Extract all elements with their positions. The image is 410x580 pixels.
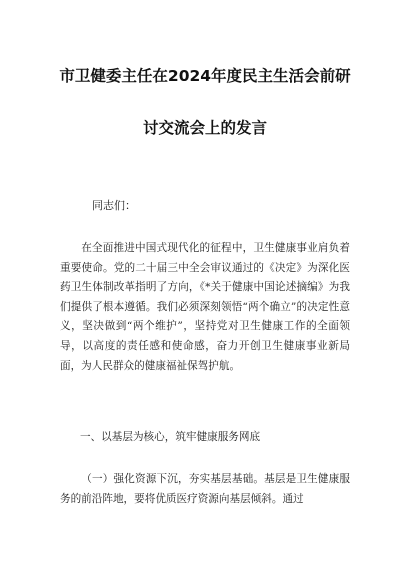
- salutation: 同志们：: [92, 199, 136, 212]
- body-paragraph-section-1-1: （一）强化资源下沉，夯实基层基础。基层是卫生健康服务的前沿阵地，要将优质医疗资源向基层倾斜。通过: [60, 473, 350, 505]
- document-title-line-1: 市卫健委主任在2024年度民主生活会前研: [59, 67, 351, 85]
- body-paragraph-intro: 在全面推进中国式现代化的征程中，卫生健康事业肩负着重要使命。党的二十届三中全会审议通过的《决定》为深化医药卫生体制改革指明了方向，《*关于健康中国论述摘编》为我们提供了根本遵循。我们必须深刻领悟“两个确立”的决定性意义，坚决做到“两个维护”，坚持党对卫生健康工作的全面领导，以高度的责任感和使命感，奋力开创卫生健康事业新局面，为人民群众的健康福祉保驾护航。: [60, 242, 350, 372]
- section-heading-1: 一、以基层为核心，筑牢健康服务网底: [80, 431, 261, 443]
- document-title-line-2: 讨交流会上的发言: [142, 119, 267, 137]
